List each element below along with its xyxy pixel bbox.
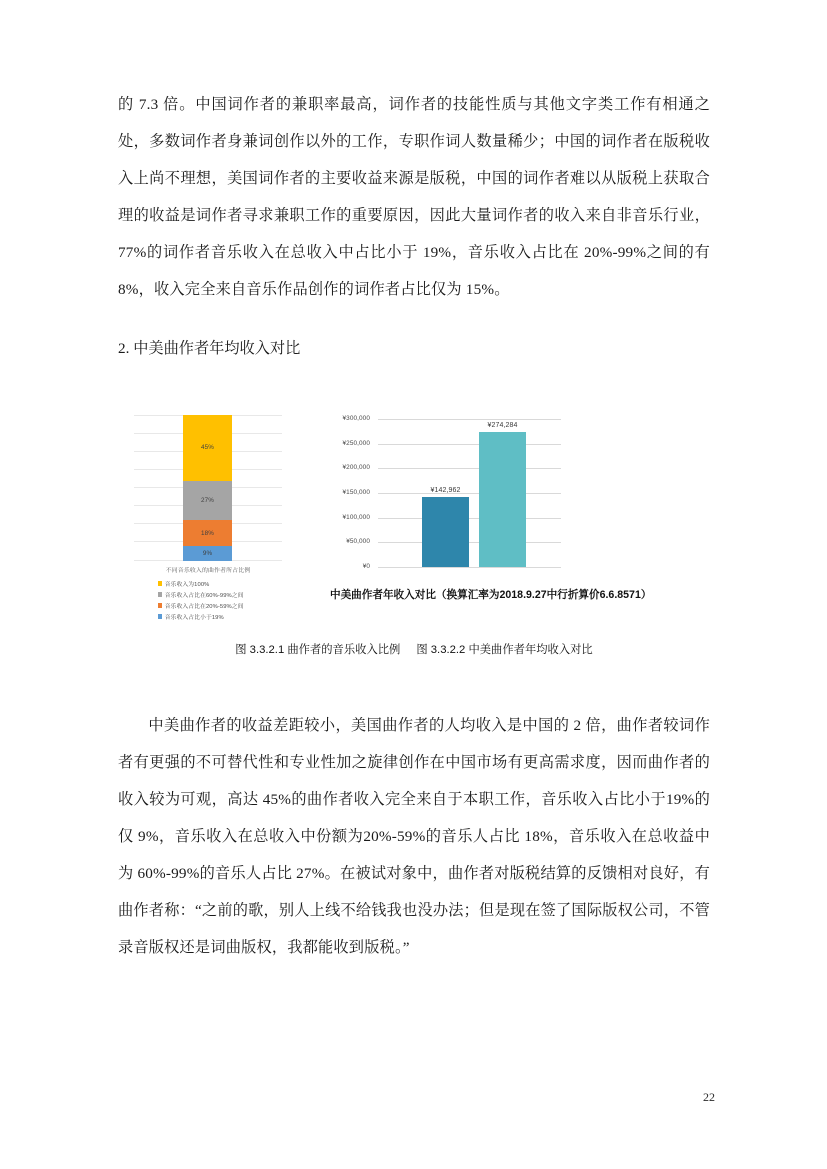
bar-value-label: ¥142,962: [430, 486, 461, 494]
legend-item: [139, 611, 282, 622]
legend-item: [139, 578, 282, 589]
paragraph-1: 的 7.3 倍。中国词作者的兼职率最高，词作者的技能性质与其他文字类工作有相通之处，多数词作者身兼词创作以外的工作，专职作词人数量稀少；中国的词作者在版税收入上尚不理想，美国词作者的主要收益来源是版税，中国的词作者难以从版税上获取合理的收益是词作者寻求兼职工作的重要原因，因此大量词作者的收入来自非音乐行业，77%的词作者音乐收入在总收入中占比小于 19%，音乐收入占比在 20%-99%之间的有 8%，收入完全来自音乐作品创作的词作者占比仅为 15%。: [118, 96, 710, 298]
gridline: [342, 439, 561, 447]
axis-line: [362, 563, 561, 570]
y-axis-tick-label: ¥300,000: [342, 415, 370, 422]
stack-segment-label: 18%: [201, 529, 214, 537]
stack-segment-label: 27%: [201, 496, 214, 504]
y-axis-tick-label: ¥50,000: [346, 538, 370, 546]
section-heading: 2. 中美曲作者年均收入对比: [118, 340, 301, 357]
figures-block: [118, 405, 710, 667]
bar-china: [422, 486, 469, 568]
stack-segment-100pct: [183, 415, 232, 481]
legend-swatch-icon: [158, 592, 162, 596]
legend-label: 音乐收入占比在20%-59%之间: [164, 604, 244, 610]
y-axis-tick-label: ¥250,000: [342, 439, 370, 447]
stack-segment-label: 45%: [201, 444, 214, 452]
legend-label: 音乐收入占比小于19%: [164, 615, 224, 621]
stack-segment-under-19: [183, 546, 232, 561]
legend-swatch-icon: [158, 581, 162, 585]
chart1-title: 不同音乐收入的曲作者所占比例: [165, 568, 251, 574]
chart2-title: 中美曲作者年收入对比（换算汇率为2018.9.27中行折算价6.6.8571）: [330, 589, 652, 601]
legend-swatch-icon: [158, 603, 162, 607]
figure-caption-right: 图 3.3.2.2 中美曲作者年均收入对比: [416, 644, 593, 656]
page-number-value: 22: [703, 1090, 715, 1104]
bar-usa: [479, 421, 526, 567]
figure-caption-left: 图 3.3.2.1 曲作者的音乐收入比例: [235, 644, 401, 656]
chart2-plot-area: [342, 415, 561, 570]
legend-item: [139, 589, 282, 600]
gridline: [342, 415, 561, 422]
paragraph-2: 中美曲作者的收益差距较小，美国曲作者的人均收入是中国的 2 倍，曲作者较词作者有更强的不可替代性和专业性加之旋律创作在中国市场有更高需求度，因而曲作者的收入较为可观，高达 45%的曲作者收入完全来自于本职工作，音乐收入占比小于19%的仅 9%，音乐收入在总收入中份额为20%-59%的音乐人占比 18%，音乐收入在总收益中为 60%-99%的音乐人占比 27%。在被试对象中，曲作者对版税结算的反馈相对良好，有曲作者称：“之前的歌，别人上线不给钱我也没办法；但是现在签了国际版权公司，不管录音版权还是词曲版权，我都能收到版税。”: [118, 717, 710, 956]
stack-segment-label: 9%: [202, 550, 213, 558]
gridline: [342, 513, 561, 521]
chart1-legend: [139, 578, 282, 622]
legend-label: 音乐收入为100%: [164, 582, 210, 588]
legend-label: 音乐收入占比在60%-99%之间: [164, 593, 244, 599]
y-axis-tick-label: ¥150,000: [342, 489, 370, 496]
bar-value-label: ¥274,284: [487, 421, 518, 429]
gridline: [346, 538, 561, 546]
figure-captions: [118, 641, 710, 657]
y-axis-tick-label: ¥100,000: [342, 513, 370, 521]
chart-stacked-income-share: [134, 415, 282, 637]
y-axis-tick-label: ¥200,000: [342, 464, 370, 472]
legend-swatch-icon: [158, 614, 162, 618]
stacked-bar: [183, 415, 232, 561]
chart-china-us-composer-income: [330, 405, 652, 605]
chart1-plot-area: [134, 415, 282, 561]
y-axis-tick-label: ¥0: [362, 563, 370, 570]
legend-item: [139, 600, 282, 611]
page-content: [118, 86, 710, 966]
gridline: [342, 464, 561, 472]
stack-segment-20-59: [183, 520, 232, 546]
stack-segment-60-99: [183, 481, 232, 520]
